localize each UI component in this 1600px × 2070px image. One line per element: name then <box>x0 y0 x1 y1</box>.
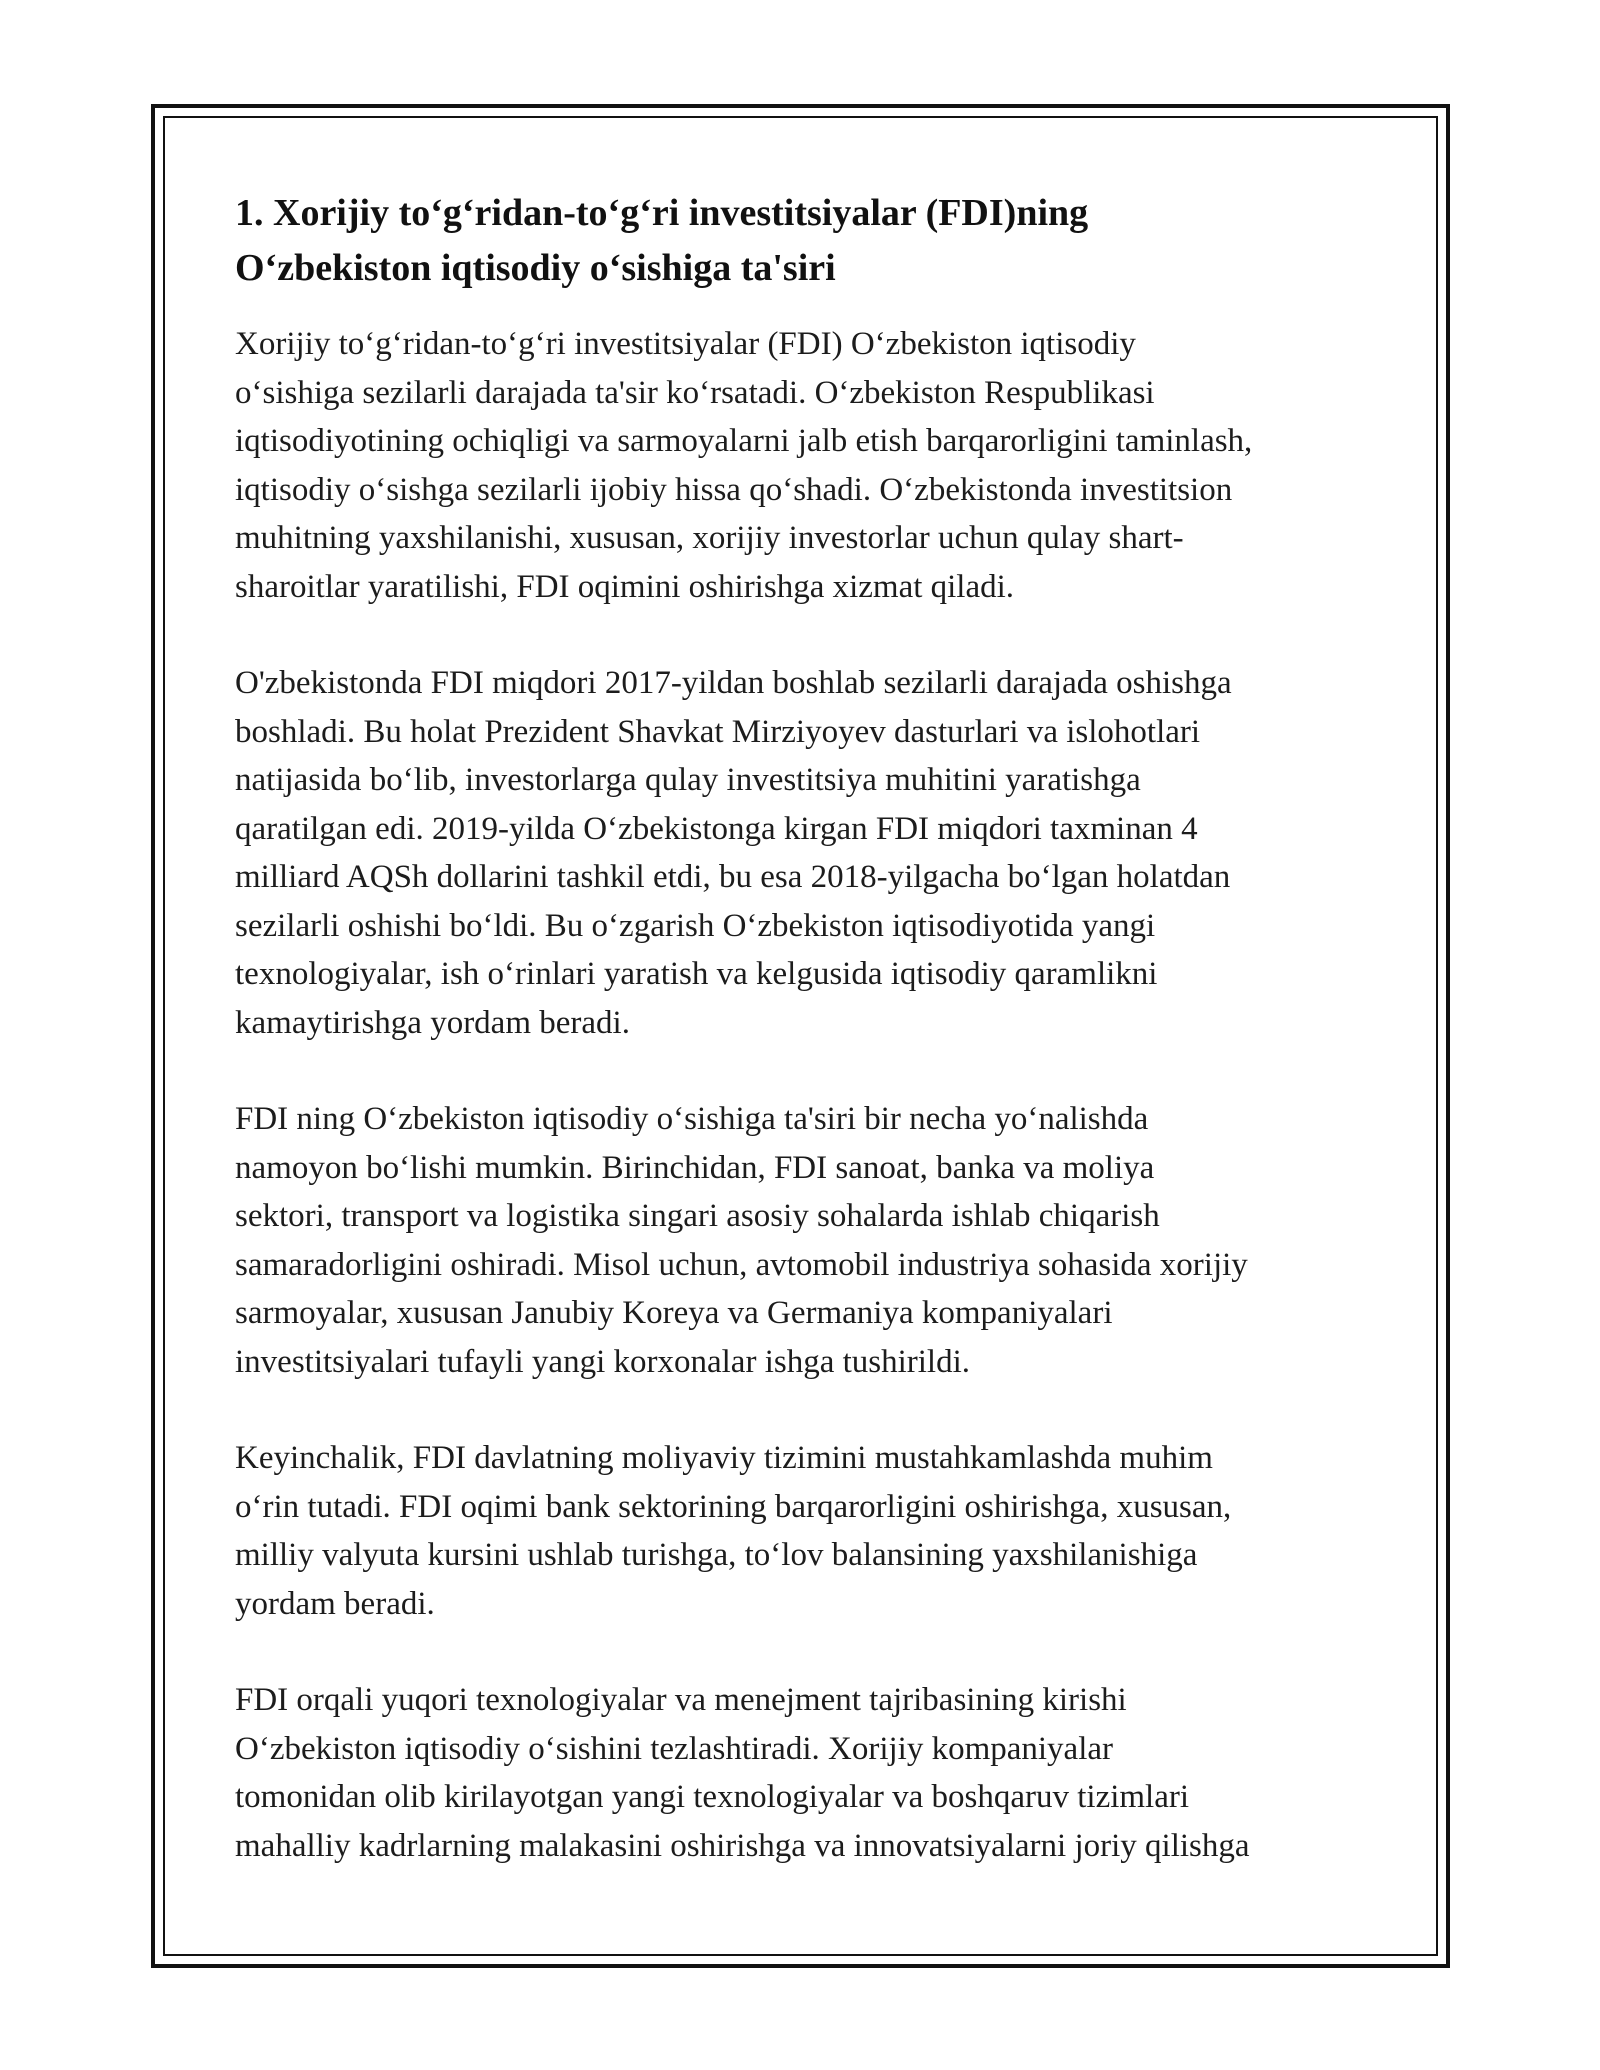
text-line: sarmoyalar, xususan Janubiy Koreya va Germaniya kompaniyalari <box>235 1295 1113 1331</box>
text-line: texnologiyalar, ish o‘rinlari yaratish va kelgusida iqtisodiy qaramlikni <box>235 956 1158 992</box>
text-line: qaratilgan edi. 2019-yilda O‘zbekistonga kirgan FDI miqdori taxminan 4 <box>235 810 1198 847</box>
text-line: Xorijiy to‘g‘ridan-to‘g‘ri investitsiyalar (FDI) O‘zbekiston iqtisodiy <box>235 326 1136 362</box>
paragraph-4 <box>235 1434 1385 1628</box>
text-line: o‘sishiga sezilarli darajada ta'sir ko‘rsatadi. O‘zbekiston Respublikasi <box>235 374 1155 411</box>
text-line: kamaytirishga yordam beradi. <box>235 1004 630 1041</box>
text-line: sezilarli oshishi bo‘ldi. Bu o‘zgarish O‘zbekiston iqtisodiyotida yangi <box>235 907 1156 944</box>
text-line: yordam beradi. <box>235 1585 435 1622</box>
text-line: Keyinchalik, FDI davlatning moliyaviy tizimini mustahkamlashda muhim <box>235 1440 1213 1476</box>
section-title-line-1: 1. Xorijiy to‘g‘ridan-to‘g‘ri investitsiyalar (FDI)ning <box>235 192 1089 234</box>
text-line: natijasida bo‘lib, investorlarga qulay investitsiya muhitini yaratishga <box>235 762 1141 798</box>
text-line: O‘zbekiston iqtisodiy o‘sishini tezlashtiradi. Xorijiy kompaniyalar <box>235 1730 1114 1767</box>
text-line: sharoitlar yaratilishi, FDI oqimini oshirishga xizmat qiladi. <box>235 568 1015 605</box>
document-body <box>235 186 1385 1870</box>
paragraph-1 <box>235 320 1385 611</box>
text-line: iqtisodiy o‘sishga sezilarli ijobiy hissa qo‘shadi. O‘zbekistonda investitsion <box>235 471 1233 508</box>
text-line: o‘rin tutadi. FDI oqimi bank sektorining barqarorligini oshirishga, xususan, <box>235 1488 1232 1525</box>
text-line: boshladi. Bu holat Prezident Shavkat Mirziyoyev dasturlari va islohotlari <box>235 713 1201 750</box>
text-line: FDI orqali yuqori texnologiyalar va menejment tajribasining kirishi <box>235 1682 1127 1718</box>
paragraph-5 <box>235 1676 1385 1870</box>
paragraph-2 <box>235 659 1385 1047</box>
text-line: sektori, transport va logistika singari asosiy sohalarda ishlab chiqarish <box>235 1198 1160 1234</box>
text-line: samaradorligini oshiradi. Misol uchun, avtomobil industriya sohasida xorijiy <box>235 1246 1248 1283</box>
text-line: milliy valyuta kursini ushlab turishga, to‘lov balansining yaxshilanishiga <box>235 1537 1198 1573</box>
text-line: FDI ning O‘zbekiston iqtisodiy o‘sishiga ta'siri bir necha yo‘nalishda <box>235 1101 1149 1137</box>
section-title-line-2: O‘zbekiston iqtisodiy o‘sishiga ta'siri <box>235 247 836 289</box>
text-line: O'zbekistonda FDI miqdori 2017-yildan boshlab sezilarli darajada oshishga <box>235 665 1232 701</box>
section-title <box>235 186 1385 296</box>
text-line: milliard AQSh dollarini tashkil etdi, bu esa 2018-yilgacha bo‘lgan holatdan <box>235 859 1231 895</box>
paragraph-3 <box>235 1095 1385 1386</box>
text-line: namoyon bo‘lishi mumkin. Birinchidan, FDI sanoat, banka va moliya <box>235 1149 1155 1186</box>
text-line: muhitning yaxshilanishi, xususan, xorijiy investorlar uchun qulay shart- <box>235 520 1184 556</box>
text-line: iqtisodiyotining ochiqligi va sarmoyalarni jalb etish barqarorligini taminlash, <box>235 423 1253 459</box>
text-line: tomonidan olib kirilayotgan yangi texnologiyalar va boshqaruv tizimlari <box>235 1779 1190 1815</box>
text-line: investitsiyalari tufayli yangi korxonalar ishga tushirildi. <box>235 1343 971 1380</box>
text-line: mahalliy kadrlarning malakasini oshirishga va innovatsiyalarni joriy qilishga <box>235 1827 1250 1864</box>
